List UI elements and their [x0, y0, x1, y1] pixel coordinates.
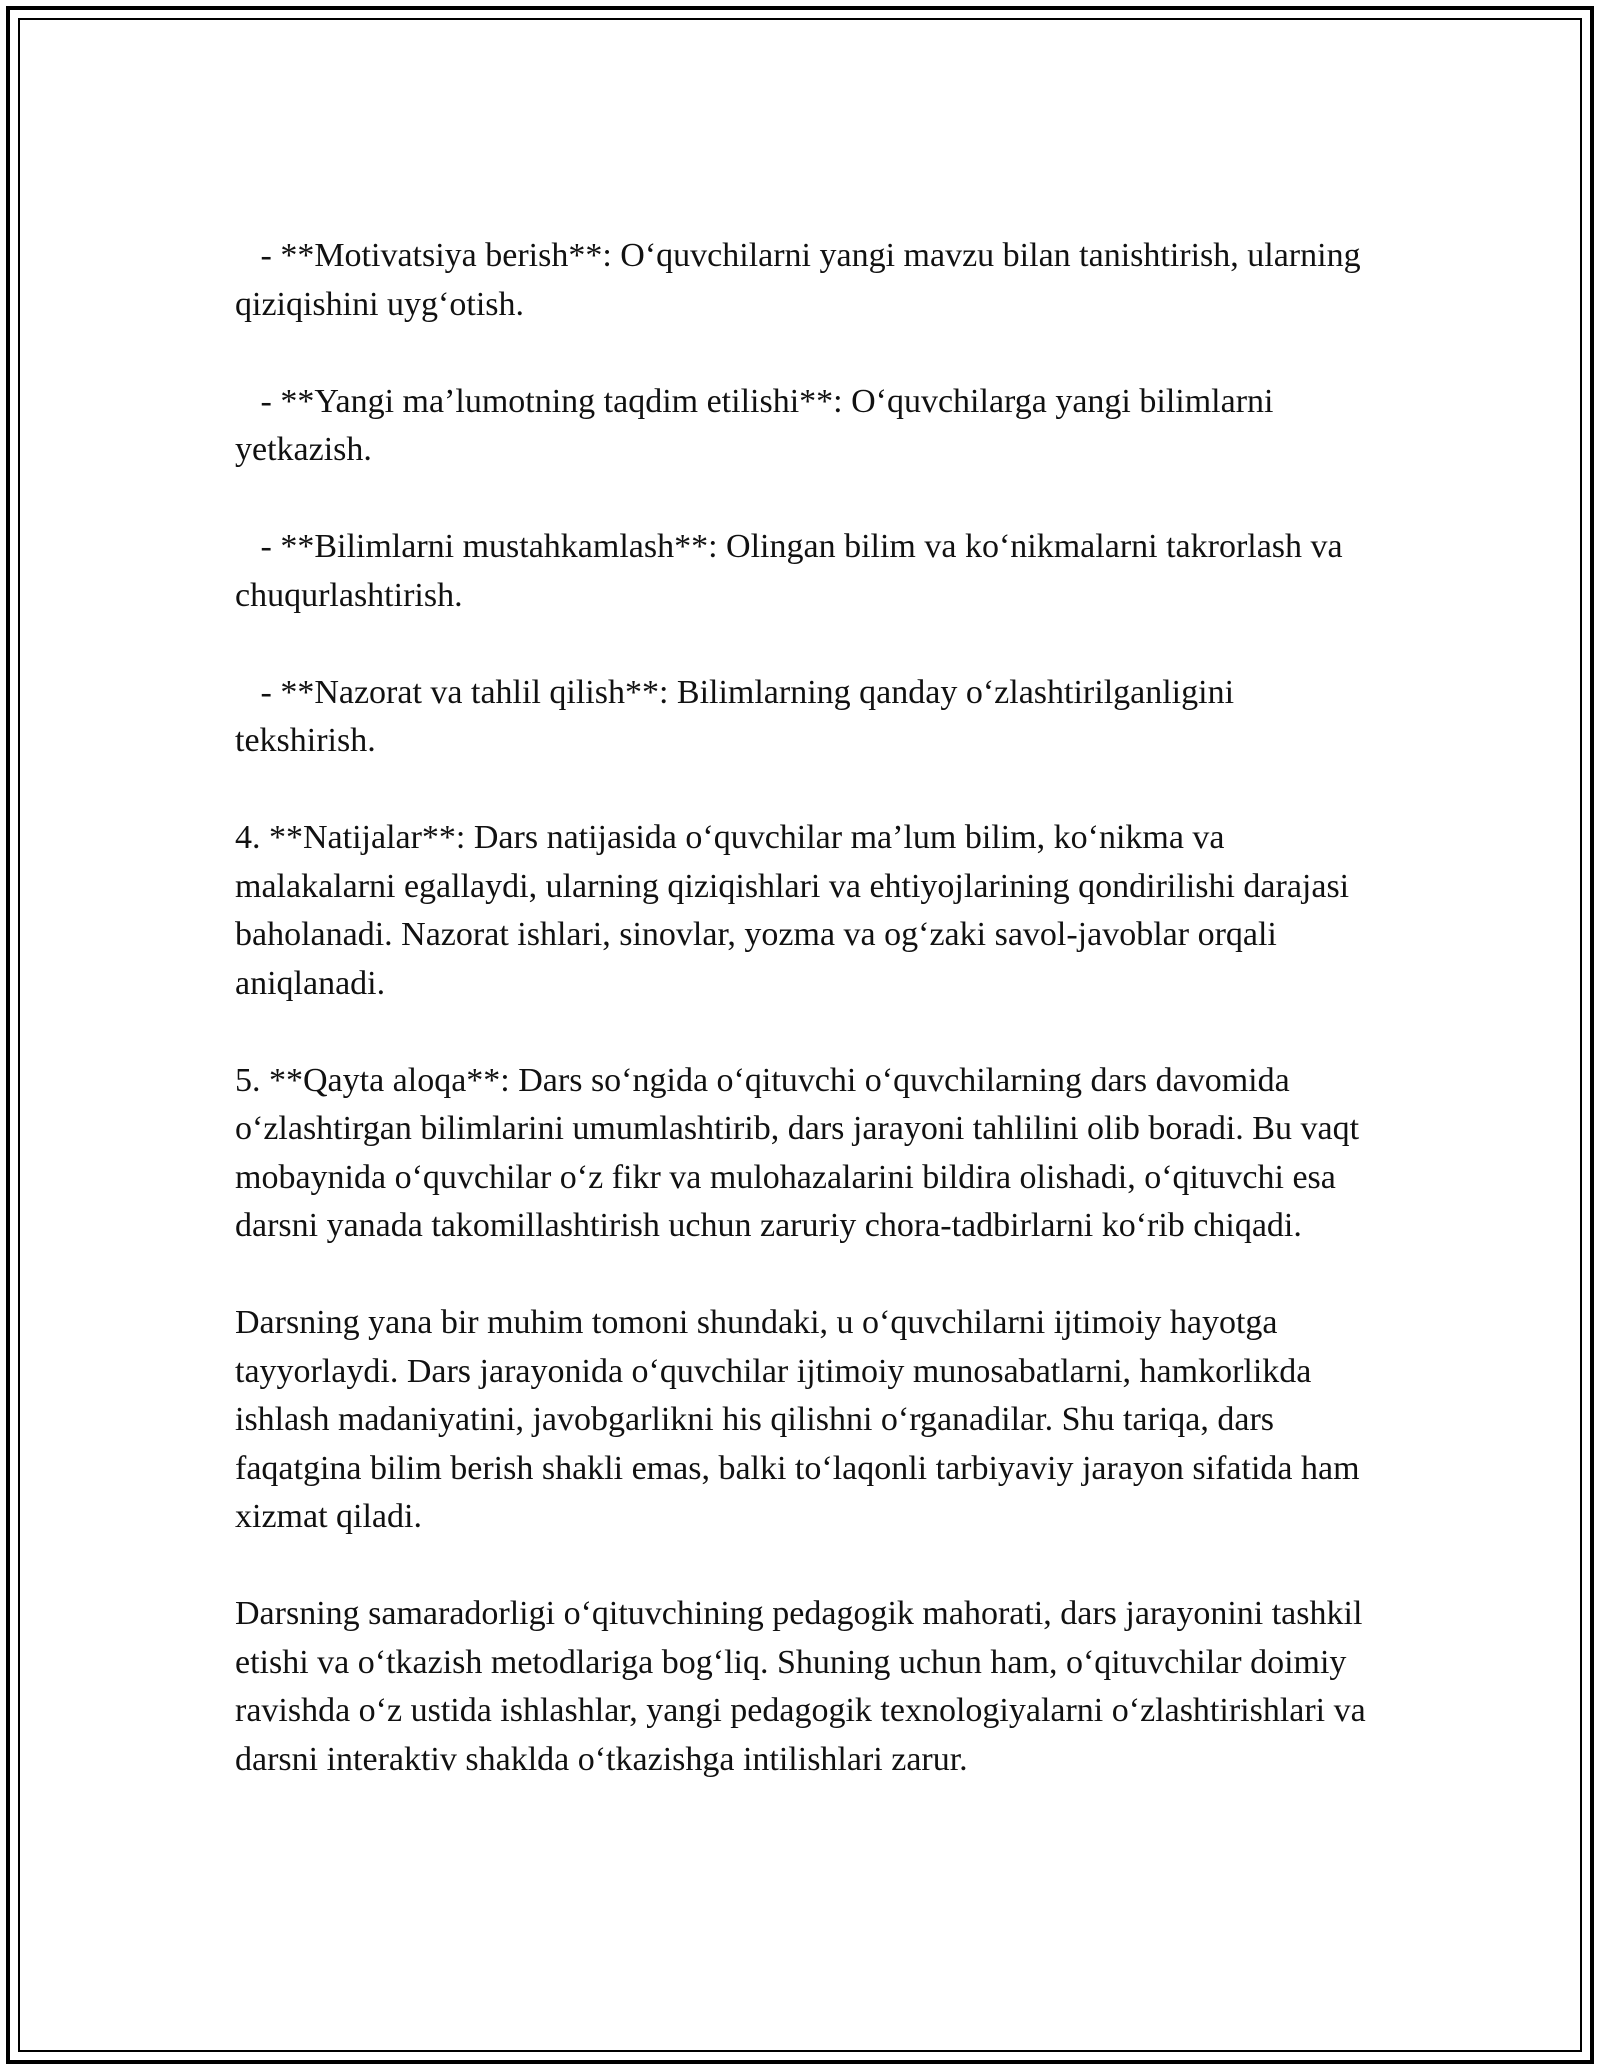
list-item-new-information: - **Yangi ma’lumotning taqdim etilishi**: O‘quvchilarga yangi bilimlarni yetkazish. [235, 382, 1282, 468]
list-item-consolidation: - **Bilimlarni mustahkamlash**: Olingan bilim va ko‘nikmalarni takrorlash va chuqurlashtirish. [235, 528, 1352, 614]
paragraph-effectiveness: Darsning samaradorligi o‘qituvchining pedagogik mahorati, dars jarayonini tashkil etishi va o‘tkazish metodlariga bog‘liq. Shuning uchun ham, o‘qituvchilar doimiy ravishda o‘z ustida ishlashlar, yangi pedagogik texnologiyalarni o‘zlashtirishlari va darsni interaktiv shaklda o‘tkazishga intilishlari zarur. [235, 1595, 1375, 1778]
document-body [235, 232, 1375, 1833]
numbered-item-results: 4. **Natijalar**: Dars natijasida o‘quvchilar ma’lum bilim, ko‘nikma va malakalarni egallaydi, ularning qiziqishlari va ehtiyojlarining qondirilishi darajasi baholanadi. Nazorat ishlari, sinovlar, yozma va og‘zaki savol-javoblar orqali aniqlanadi. [235, 819, 1358, 1002]
list-item-motivation: - **Motivatsiya berish**: O‘quvchilarni yangi mavzu bilan tanishtirish, ularning qiziqishini uyg‘otish. [235, 237, 1370, 323]
numbered-item-feedback: 5. **Qayta aloqa**: Dars so‘ngida o‘qituvchi o‘quvchilarning dars davomida o‘zlashtirgan bilimlarini umumlashtirib, dars jarayoni tahlilini olib boradi. Bu vaqt mobaynida o‘quvchilar o‘z fikr va mulohazalarini bildira olishadi, o‘qituvchi esa darsni yanada takomillashtirish uchun zaruriy chora-tadbirlarni ko‘rib chiqadi. [235, 1061, 1368, 1244]
paragraph-social-life: Darsning yana bir muhim tomoni shundaki, u o‘quvchilarni ijtimoiy hayotga tayyorlaydi. Dars jarayonida o‘quvchilar ijtimoiy munosabatlarni, hamkorlikda ishlash madaniyatini, javobgarlikni his qilishni o‘rganadilar. Shu tariqa, dars faqatgina bilim berish shakli emas, balki to‘laqonli tarbiyaviy jarayon sifatida ham xizmat qiladi. [235, 1304, 1369, 1535]
list-item-control: - **Nazorat va tahlil qilish**: Bilimlarning qanday o‘zlashtirilganligini tekshirish. [235, 673, 1243, 759]
